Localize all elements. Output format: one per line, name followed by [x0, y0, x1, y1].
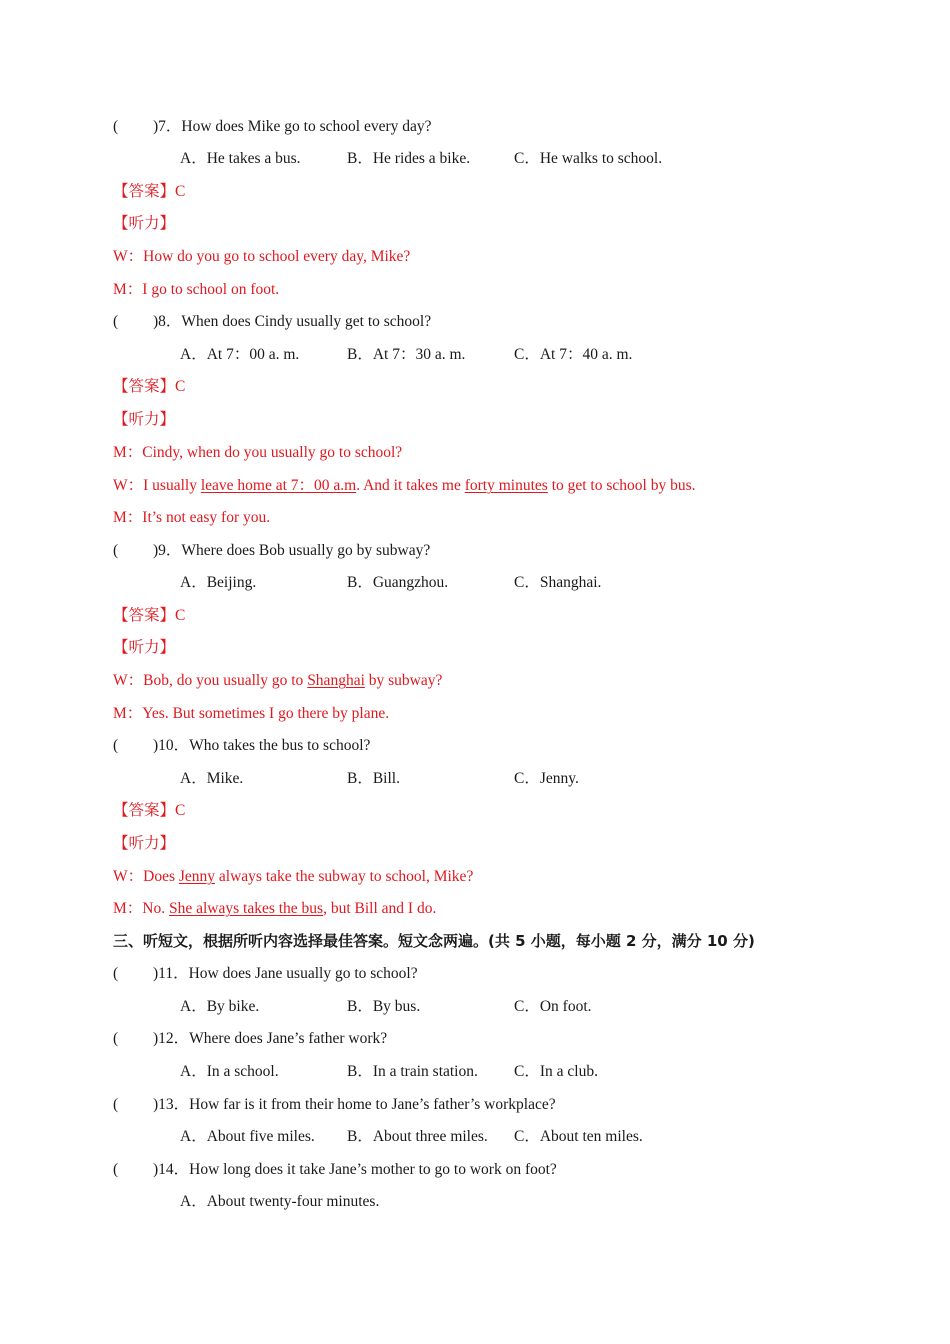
answer-blank: ( [113, 1161, 119, 1178]
section-heading: 三、听短文，根据所听内容选择最佳答案。短文念两遍。(共 5 小题，每小题 2 分，满分 10 分) [113, 932, 755, 950]
question-10 [113, 736, 370, 756]
dialogue-line: M：Cindy, when do you usually go to school? [113, 444, 403, 461]
answer-blank: ( [113, 737, 119, 754]
dialogue-text: W：I usually [113, 477, 201, 494]
dialogue-text: , but Bill and I do. [323, 900, 437, 917]
dialogue-line [113, 867, 473, 887]
option-c: C．He walks to school. [514, 150, 663, 167]
answer-key: 【答案】C [113, 607, 186, 624]
option-a: A．At 7：00 a. m. [180, 346, 300, 363]
answer-blank: ( [113, 542, 119, 559]
option-a: A．He takes a bus. [180, 150, 301, 167]
question-stem: )7．How does Mike go to school every day? [153, 118, 432, 135]
dialogue-text: M：No. [113, 900, 169, 917]
answer-key: 【答案】C [113, 802, 186, 819]
option-a: A．Beijing. [180, 574, 257, 591]
question-stem: )10．Who takes the bus to school? [153, 737, 371, 754]
dialogue-text: by subway? [364, 672, 443, 689]
answer-key: 【答案】C [113, 378, 186, 395]
dialogue-line [113, 476, 696, 496]
answer-blank: ( [113, 965, 119, 982]
option-a: A．Mike. [180, 770, 244, 787]
question-7 [113, 117, 432, 137]
answer-blank: ( [113, 313, 119, 330]
option-a: A．By bike. [180, 998, 260, 1015]
listening-label: 【听力】 [113, 215, 176, 232]
dialogue-text: W：Bob, do you usually go to [113, 672, 308, 689]
dialogue-line [113, 671, 442, 691]
option-c: C．Jenny. [514, 770, 579, 787]
dialogue-line: M：Yes. But sometimes I go there by plane. [113, 705, 390, 722]
option-b: B．Bill. [347, 770, 400, 787]
option-c: C．On foot. [514, 998, 592, 1015]
answer-key: 【答案】C [113, 183, 186, 200]
option-a: A．About five miles. [180, 1128, 315, 1145]
listening-label: 【听力】 [113, 411, 176, 428]
option-c: C．At 7：40 a. m. [514, 346, 633, 363]
underlined-keyword: Shanghai [307, 672, 365, 689]
question-stem: )8．When does Cindy usually get to school? [153, 313, 432, 330]
answer-blank: ( [113, 1096, 119, 1113]
dialogue-text: always take the subway to school, Mike? [215, 868, 474, 885]
dialogue-text: to get to school by bus. [547, 477, 696, 494]
option-c: C．In a club. [514, 1063, 598, 1080]
option-b: B．Guangzhou. [347, 574, 449, 591]
option-c: C．Shanghai. [514, 574, 602, 591]
dialogue-line: M：I go to school on foot. [113, 281, 280, 298]
underlined-keyword: leave home at 7：00 a.m [200, 477, 357, 494]
listening-label: 【听力】 [113, 639, 176, 656]
question-stem: )13．How far is it from their home to Jane’s father’s workplace? [153, 1096, 556, 1113]
option-b: B．By bus. [347, 998, 421, 1015]
option-a: A．In a school. [180, 1063, 279, 1080]
question-14 [113, 1160, 557, 1180]
answer-blank: ( [113, 1030, 119, 1047]
option-b: B．About three miles. [347, 1128, 488, 1145]
answer-blank: ( [113, 118, 119, 135]
dialogue-line: M：It’s not easy for you. [113, 509, 271, 526]
question-12 [113, 1029, 387, 1049]
dialogue-line: W：How do you go to school every day, Mike? [113, 248, 411, 265]
question-11 [113, 964, 418, 984]
question-stem: )12．Where does Jane’s father work? [153, 1030, 388, 1047]
option-b: B．In a train station. [347, 1063, 478, 1080]
question-stem: )14．How long does it take Jane’s mother to go to work on foot? [153, 1161, 557, 1178]
listening-label: 【听力】 [113, 835, 176, 852]
question-stem: )11．How does Jane usually go to school? [153, 965, 418, 982]
question-stem: )9．Where does Bob usually go by subway? [153, 542, 431, 559]
underlined-keyword: She always takes the bus [168, 900, 324, 917]
question-9 [113, 541, 430, 561]
question-13 [113, 1095, 556, 1115]
option-b: B．At 7：30 a. m. [347, 346, 466, 363]
dialogue-text: W：Does [113, 868, 179, 885]
option-b: B．He rides a bike. [347, 150, 471, 167]
underlined-keyword: forty minutes [464, 477, 548, 494]
question-8 [113, 312, 431, 332]
option-c: C．About ten miles. [514, 1128, 643, 1145]
option-a: A．About twenty-four minutes. [180, 1193, 380, 1210]
dialogue-text: . And it takes me [356, 477, 465, 494]
dialogue-line [113, 899, 436, 919]
underlined-keyword: Jenny [178, 868, 216, 885]
